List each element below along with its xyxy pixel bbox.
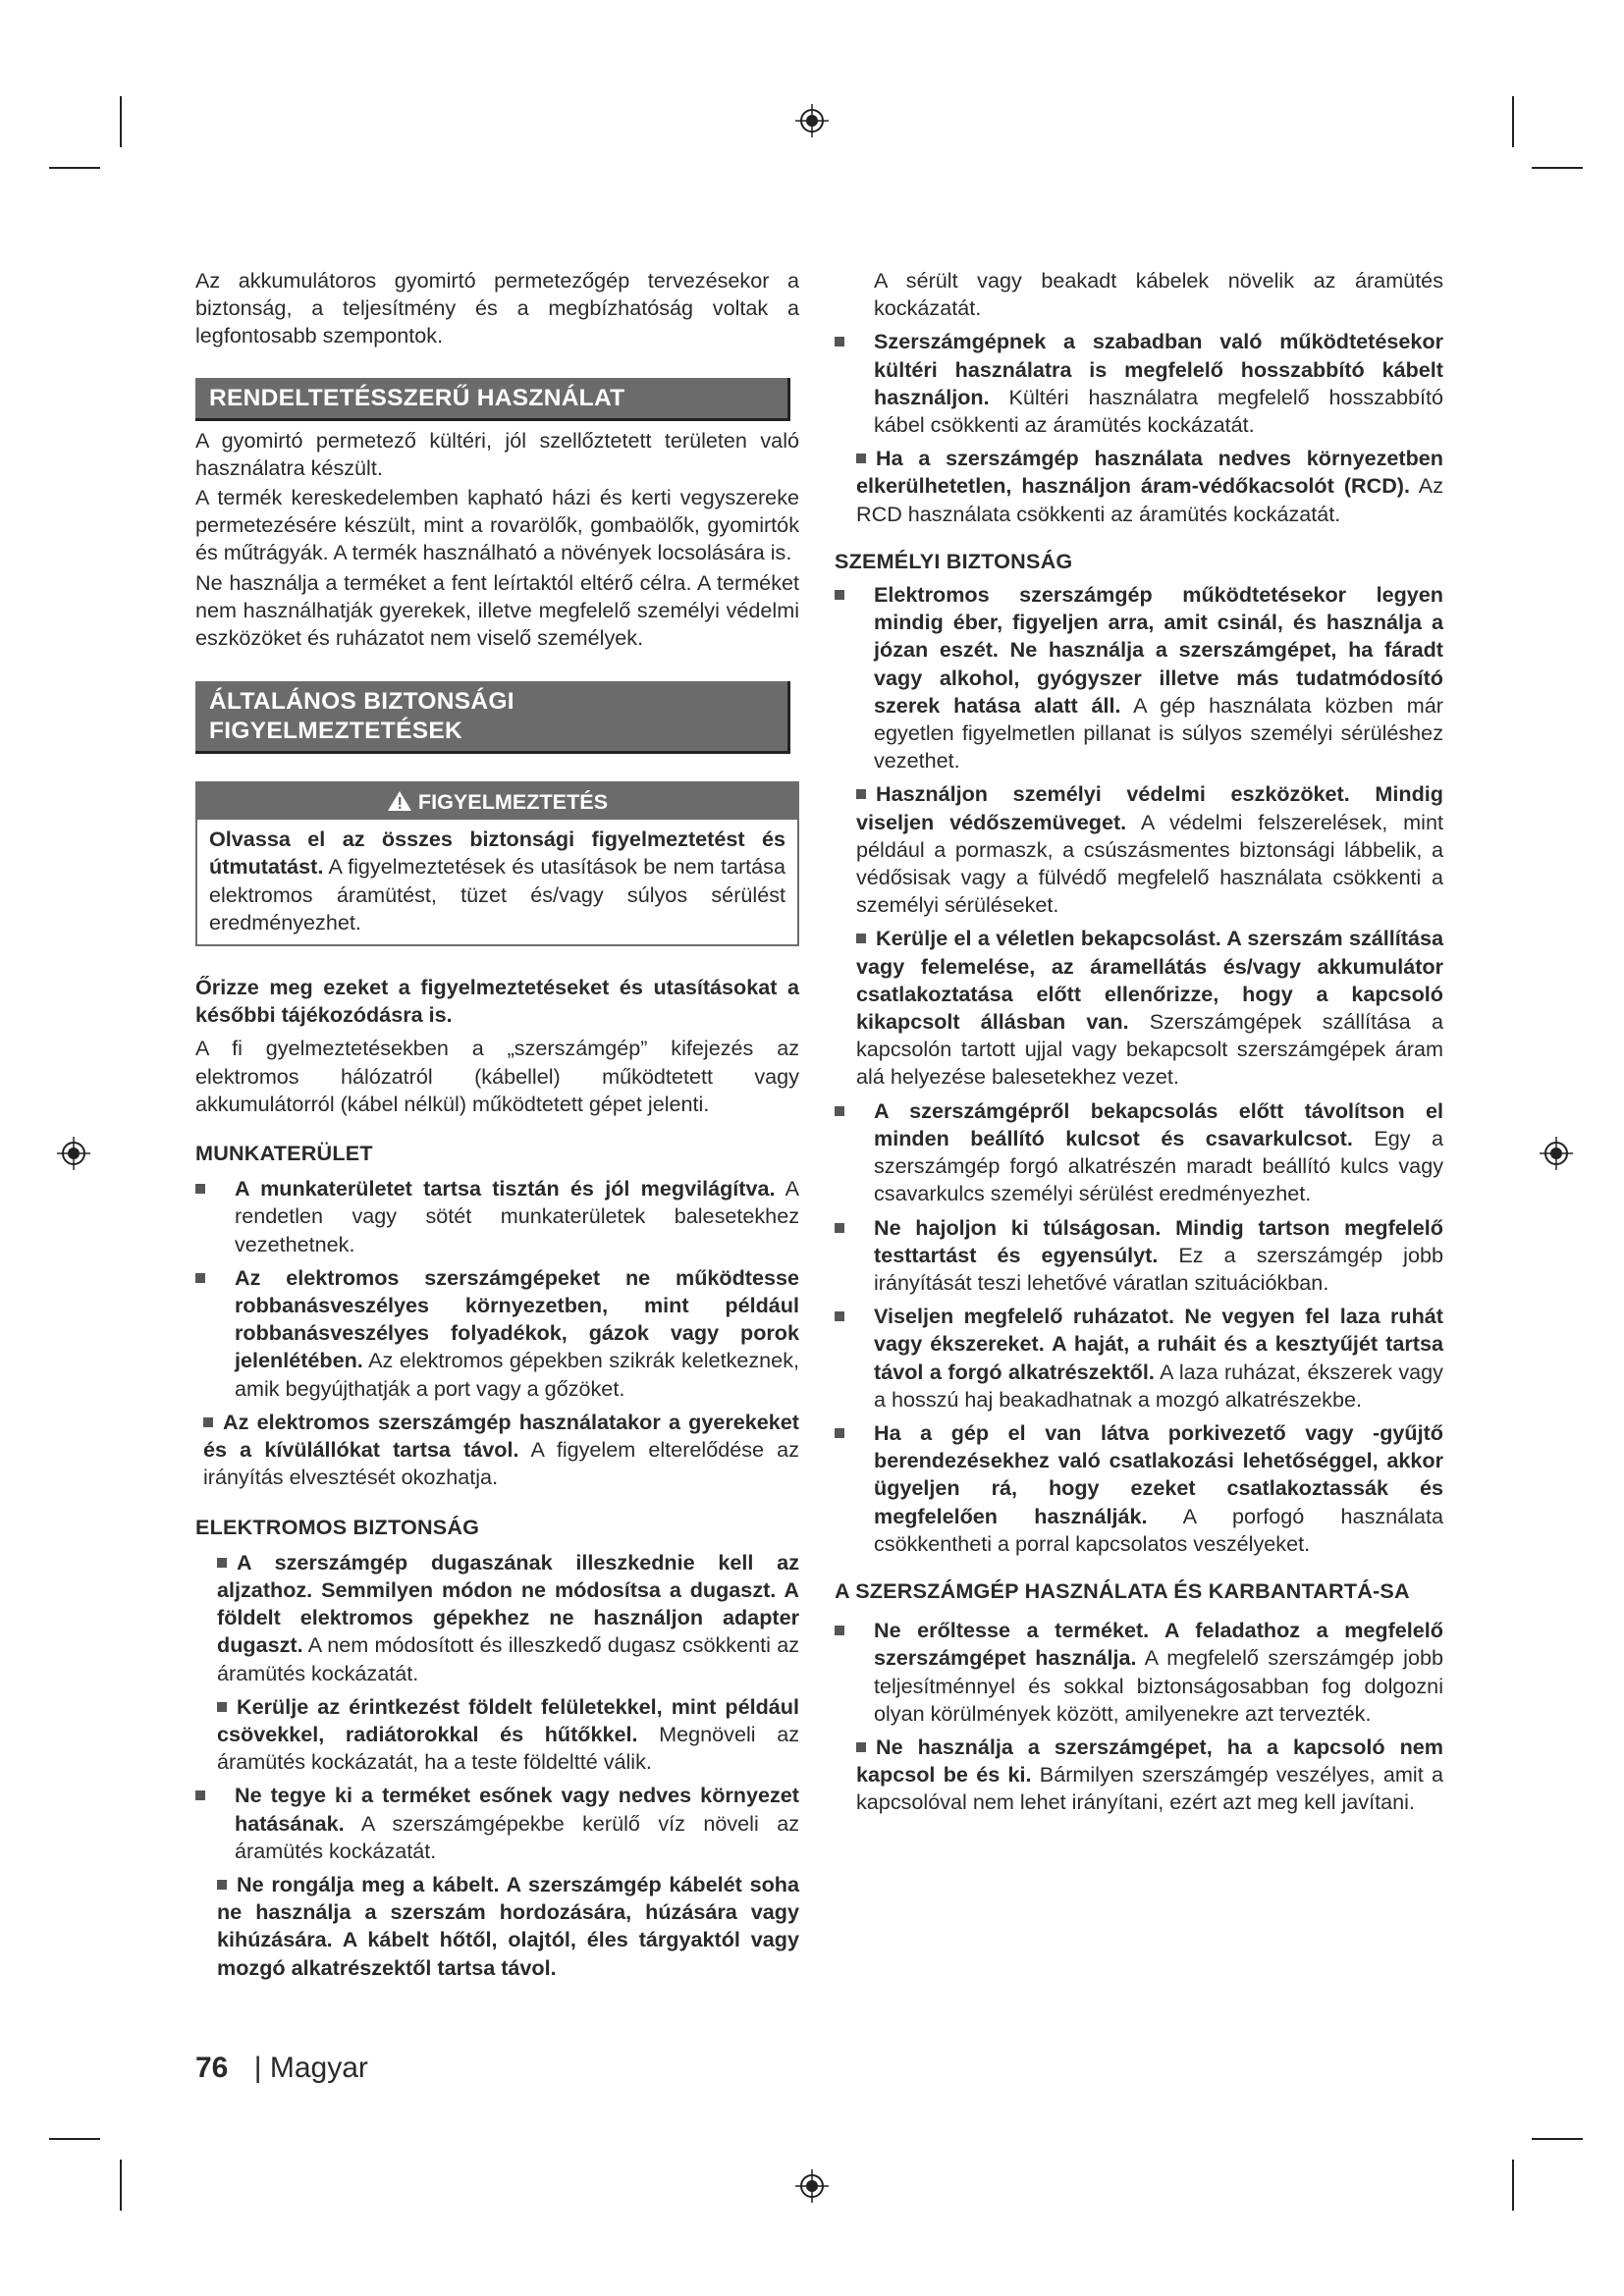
list-item	[835, 328, 1443, 439]
list-item	[195, 1782, 799, 1865]
warning-text: A figyelmeztetések és utasítások be nem tartása elektromos áramütést, tüzet és/vagy súlyos sérülést eredményezhet.	[209, 854, 785, 934]
section-intended-use-title: RENDELTETÉSSZERŰ HASZNÁLAT	[195, 378, 790, 421]
warning-header	[197, 783, 797, 820]
item-text: A szerszámgépekbe kerülő víz növeli az áramütés kockázatát.	[235, 1810, 799, 1863]
bullet-icon	[835, 1428, 844, 1438]
list-item	[835, 1734, 1443, 1817]
item-bold: Kerülje el a véletlen bekapcsolást. A szerszám szállítása vagy felemelése, az áramellátás és/vagy akkumulátor csatlakoztatása előtt ellenőrizze, hogy a kapcsoló kikapcsolt állásban van.	[856, 926, 1443, 1035]
page-number: 76	[195, 2052, 229, 2084]
bullet-icon	[835, 337, 844, 347]
list-item	[195, 1264, 799, 1403]
list-item	[195, 1175, 799, 1258]
crop-mark	[120, 96, 122, 147]
list-item	[835, 267, 1443, 322]
list-item	[195, 1693, 799, 1777]
item-text: A figyelem elterelődése az irányítás elvesztését okozhatja.	[203, 1437, 799, 1490]
bullet-icon	[195, 1184, 205, 1194]
item-text: Megnöveli az áramütés kockázatát, ha a teste földeltté válik.	[217, 1721, 799, 1775]
registration-mark-icon	[57, 1137, 90, 1170]
item-bold: A szerszámgép dugaszának illeszkednie kell az aljzathoz. Semmilyen módon ne módosítsa a dugaszt. A földelt elektromos gépekhez ne használjon adapter dugaszt.	[217, 1549, 799, 1658]
list-item	[835, 1419, 1443, 1558]
item-text: Bármilyen szerszámgép veszélyes, amit a kapcsolóval nem lehet irányítani, ezért azt meg kell javítani.	[856, 1762, 1443, 1815]
crop-mark	[1532, 2138, 1583, 2140]
list-item	[835, 1214, 1443, 1298]
intended-use-paragraph: Ne használja a terméket a fent leírtaktól eltérő célra. A terméket nem használhatják gyerekek, illetve megfelelő személyi védelmi eszközöket és ruházatot nem viselő személyek.	[195, 569, 799, 651]
bullet-icon	[856, 454, 866, 463]
item-bold: Ne használja a szerszámgépet, ha a kapcsoló nem kapcsol be és ki.	[856, 1734, 1443, 1788]
item-bold: Ha a szerszámgép használata nedves környezetben elkerülhetetlen, használjon áram-védőkacsolót (RCD).	[856, 446, 1443, 499]
footer-language: | Magyar	[253, 2052, 368, 2084]
item-text: A rendetlen vagy sötét munkaterületek balesetekhez vezethetnek.	[235, 1176, 799, 1256]
item-text: Egy a szerszámgép forgó alkatrészén maradt beállító kulcs vagy csavarkulcs személyi sérülést eredményezhet.	[874, 1125, 1443, 1206]
section-general-safety-title: ÁLTALÁNOS BIZTONSÁGI FIGYELMEZTETÉSEK	[195, 681, 790, 754]
item-bold: Az elektromos szerszámgép használatakor a gyerekeket és a kívülállókat tartsa távol.	[203, 1409, 799, 1463]
item-bold: Ne rongálja meg a kábelt. A szerszámgép kábelét soha ne használja a szerszám hordozására, húzására vagy kihúzására. A kábelt hőtől, olajtól, éles tárgyaktól vagy mozgó alkatrészektől tartsa távol.	[217, 1871, 799, 1980]
item-bold: Kerülje az érintkezést földelt felületekkel, mint például csövekkel, radiátorokkal és hűtőkkel.	[217, 1693, 799, 1746]
bullet-icon	[195, 1790, 205, 1800]
warning-triangle-icon	[387, 790, 412, 812]
personal-safety-title: SZEMÉLYI BIZTONSÁG	[835, 548, 1073, 573]
crop-mark	[1512, 96, 1514, 147]
keep-instructions: Őrizze meg ezeket a figyelmeztetéseket és utasításokat a későbbi tájékozódásra is.	[195, 975, 799, 1028]
bullet-icon	[217, 1880, 227, 1890]
bullet-icon	[217, 1558, 227, 1568]
item-bold: Viseljen megfelelő ruházatot. Ne vegyen fel laza ruhát vagy ékszereket. A haját, a ruháit és a kesztyűjét tartsa távol a forgó alkatrészektől.	[874, 1304, 1443, 1384]
item-text: A gép használata közben már egyetlen figyelmetlen pillanat is súlyos személyi sérüléshez vezethet.	[874, 692, 1443, 774]
list-item	[195, 1409, 799, 1492]
item-bold: Ne tegye ki a terméket esőnek vagy nedves környezet hatásának.	[235, 1783, 799, 1836]
registration-mark-icon	[795, 2169, 829, 2203]
item-text: Szerszámgépek szállítása a kapcsolón tartott ujjal vagy bekapcsolt szerszámgépek áram alá helyezése balesetekhez vezet.	[856, 1009, 1443, 1090]
list-item	[835, 780, 1443, 919]
work-area-title: MUNKATERÜLET	[195, 1141, 373, 1166]
list-item	[195, 1549, 799, 1687]
right-column	[835, 267, 1443, 1823]
item-text: A laza ruházat, ékszerek vagy a hosszú haj beakadhatnak a mozgó alkatrészekbe.	[874, 1359, 1443, 1412]
item-bold: Használjon személyi védelmi eszközöket. Mindig viseljen védőszemüveget.	[856, 781, 1443, 834]
intended-use-paragraph: A termék kereskedelemben kapható házi és kerti vegyszereke permetezésére készült, mint a rovarölők, gombaölők, gyomirtók és műtrágyák. A termék használható a növények locsolására is.	[195, 485, 799, 565]
warning-title: FIGYELMEZTETÉS	[417, 789, 609, 815]
item-text: Az RCD használata csökkenti az áramütés kockázatát.	[856, 473, 1443, 526]
list-item	[835, 1617, 1443, 1728]
bullet-icon	[835, 590, 844, 600]
warning-bold-text: Olvassa el az összes biztonsági figyelmeztetést és útmutatást.	[209, 827, 785, 880]
item-bold: Szerszámgépnek a szabadban való működtetésekor kültéri használatra is megfelelő hosszabbító kábelt használjon.	[874, 329, 1443, 409]
bullet-icon	[835, 1311, 844, 1321]
list-item	[835, 445, 1443, 528]
bullet-icon	[835, 1626, 844, 1635]
item-bold: Ne hajoljon ki túlságosan. Mindig tartson megfelelő testtartást és egyensúlyt.	[874, 1214, 1443, 1267]
left-column	[195, 267, 799, 1982]
warning-box	[195, 781, 799, 946]
item-bold: Elektromos szerszámgép működtetésekor legyen mindig éber, figyeljen arra, amit csinál, és használja a józan eszét. Ne használja a szerszámgépet, ha fáradt vagy alkohol, gyógyszer illetve más tudatmódosító szerek hatása alatt áll.	[874, 582, 1443, 718]
page-footer	[195, 2052, 368, 2085]
bullet-icon	[856, 934, 866, 943]
crop-mark	[1512, 2160, 1514, 2211]
item-text: A nem módosított és illeszkedő dugasz csökkenti az áramütés kockázatát.	[217, 1632, 799, 1685]
item-text: A sérült vagy beakadt kábelek növelik az áramütés kockázatát.	[874, 268, 1443, 321]
list-item	[195, 1871, 799, 1982]
list-item	[835, 925, 1443, 1091]
crop-mark	[49, 167, 100, 169]
tool-use-title: A SZERSZÁMGÉP HASZNÁLATA ÉS KARBANTARTÁ-SA	[835, 1577, 1410, 1603]
item-bold: Ne erőltesse a terméket. A feladathoz a megfelelő szerszámgépet használja.	[874, 1618, 1443, 1671]
crop-mark	[1532, 167, 1583, 169]
bullet-icon	[217, 1702, 227, 1712]
item-bold: A szerszámgépről bekapcsolás előtt távolítson el minden beállító kulcsot és csavarkulcsot.	[874, 1097, 1443, 1150]
item-bold: Ha a gép el van látva porkivezető vagy -gyűjtő berendezésekhez való csatlakozási lehetőséggel, akkor ügyeljen rá, hogy ezeket csatlakoztassák és megfelelően használják.	[874, 1419, 1443, 1528]
bullet-icon	[856, 1742, 866, 1752]
item-text: Kültéri használatra megfelelő hosszabbító kábel csökkenti az áramütés kockázatát.	[874, 384, 1443, 438]
list-item	[835, 1097, 1443, 1208]
item-text: A védelmi felszerelések, mint például a pormaszk, a csúszásmentes biztonsági lábbelik, a védősisak vagy a fülvédő megfelelő használata csökkenti a személyi sérüléseket.	[856, 809, 1443, 918]
registration-mark-icon	[1540, 1137, 1573, 1170]
intro-paragraph: Az akkumulátoros gyomirtó permetezőgép tervezésekor a biztonság, a teljesítmény és a megbízhatóság voltak a legfontosabb szempontok.	[195, 268, 799, 348]
bullet-icon	[856, 789, 866, 799]
crop-mark	[120, 2160, 122, 2211]
item-bold: Az elektromos szerszámgépeket ne működtesse robbanásveszélyes környezetben, mint például robbanásveszélyes folyadékok, gázok vagy porok jelenlétében.	[235, 1264, 799, 1373]
item-text: Az elektromos gépekben szikrák keletkeznek, amik begyújthatják a port vagy a gőzöket.	[235, 1348, 799, 1401]
item-text: A megfelelő szerszámgép jobb teljesítménnyel és sokkal biztonságosabban fog dolgozni olyan körülmények között, amilyenekre azt tervezték.	[874, 1645, 1443, 1726]
term-note: A fi gyelmeztetésekben a „szerszámgép” kifejezés az elektromos hálózatról (kábellel) működtetett vagy akkumulátorról (kábel nélkül) működtetett gépet jelenti.	[195, 1036, 799, 1116]
item-text: Ez a szerszámgép jobb irányítását teszi lehetővé váratlan szituációkban.	[874, 1242, 1443, 1295]
bullet-icon	[835, 1106, 844, 1116]
intended-use-paragraph: A gyomirtó permetező kültéri, jól szellőztetett területen való használatra készült.	[195, 427, 799, 480]
registration-mark-icon	[795, 104, 829, 137]
list-item	[835, 1303, 1443, 1414]
crop-mark	[49, 2138, 100, 2140]
bullet-icon	[195, 1273, 205, 1283]
list-item	[835, 581, 1443, 774]
bullet-icon	[835, 1223, 844, 1233]
bullet-icon	[203, 1417, 213, 1427]
item-bold: A munkaterületet tartsa tisztán és jól megvilágítva.	[235, 1176, 776, 1201]
item-text: A porfogó használata csökkentheti a porral kapcsolatos veszélyeket.	[874, 1503, 1443, 1556]
electrical-title: ELEKTROMOS BIZTONSÁG	[195, 1514, 480, 1539]
